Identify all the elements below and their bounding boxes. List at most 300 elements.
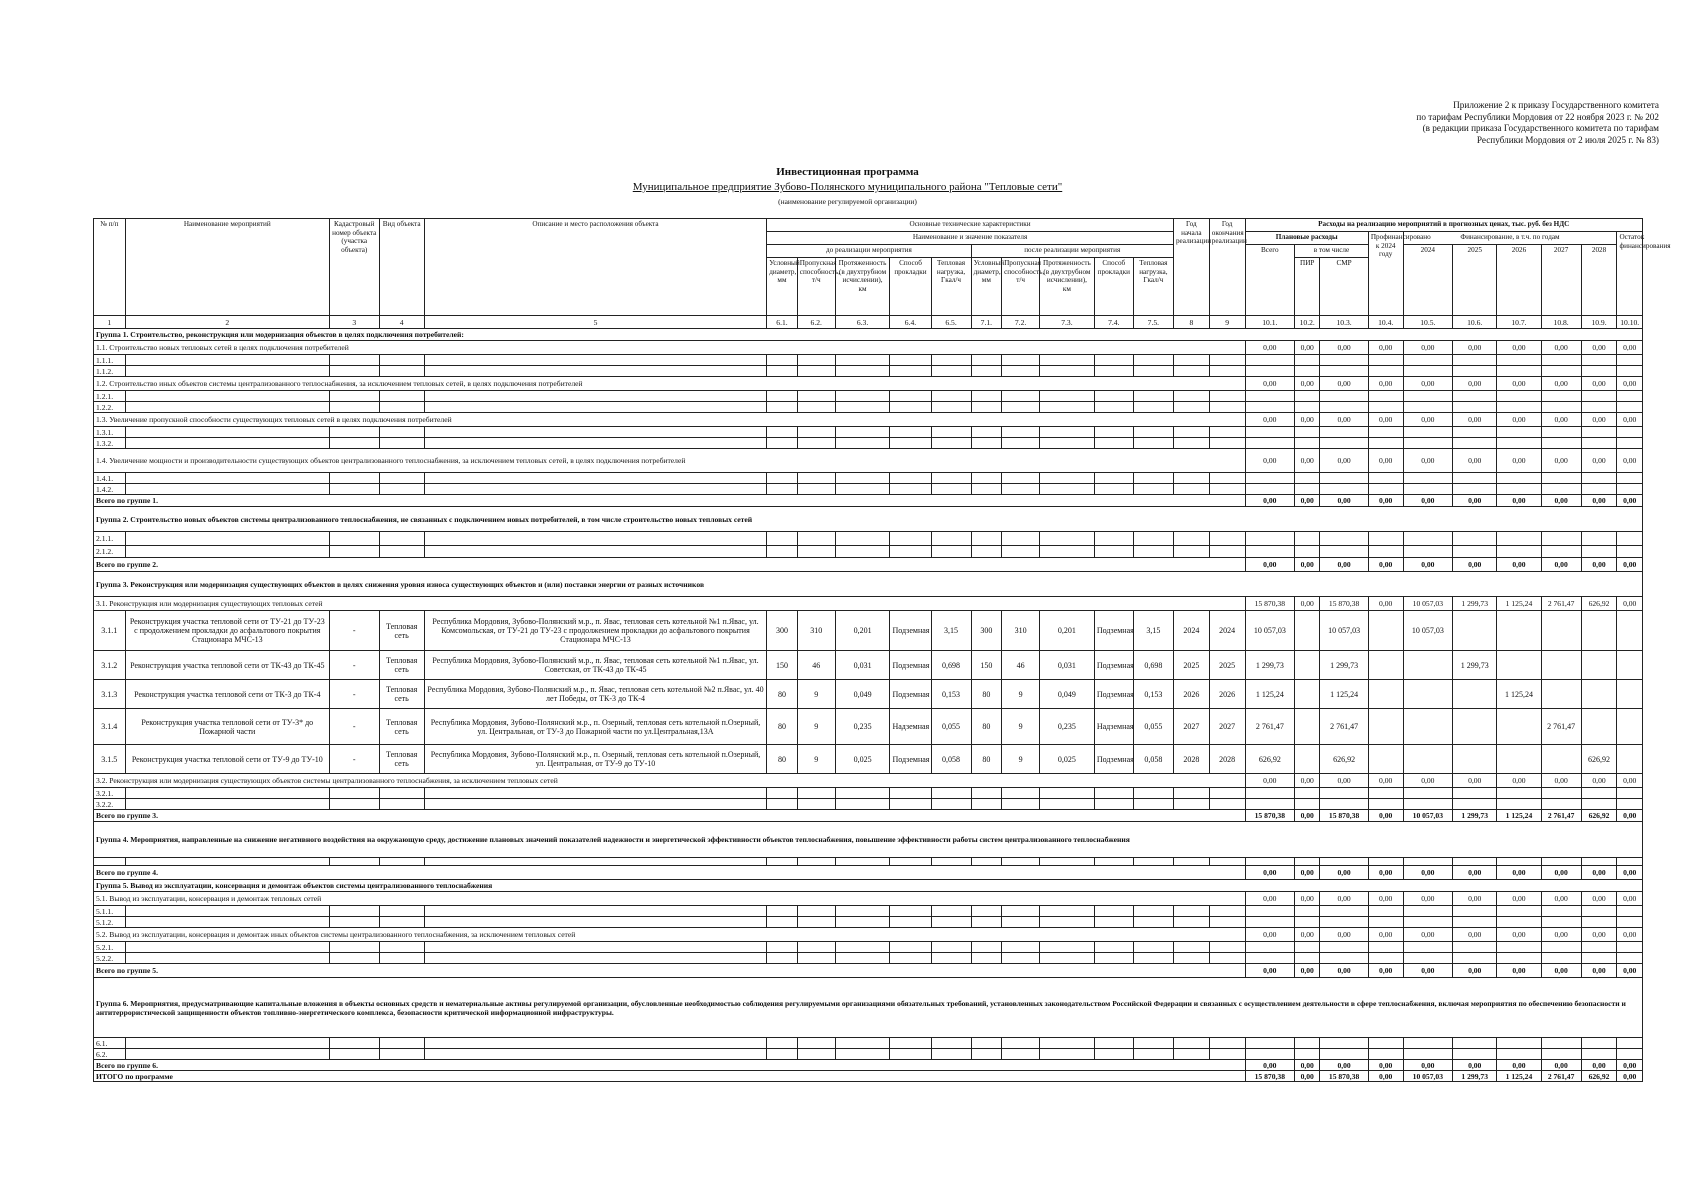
group-total-label: Всего по группе 3.: [94, 810, 1246, 822]
table-cell: [1209, 788, 1245, 799]
column-number: 10.3.: [1320, 316, 1368, 329]
table-cell: [329, 402, 379, 413]
item-p1: Подземная: [890, 651, 931, 680]
cost-cell: [1403, 680, 1453, 709]
table-cell: [1040, 953, 1095, 964]
cost-cell: 0,00: [1617, 866, 1643, 880]
table-cell: [1320, 953, 1368, 964]
table-row: [94, 680, 1643, 709]
header-pir: ПИР: [1295, 258, 1320, 316]
table-cell: [1581, 427, 1617, 438]
table-cell: [329, 942, 379, 953]
table-cell: [1295, 532, 1320, 546]
table-cell: [890, 799, 931, 810]
table-cell: [931, 858, 971, 866]
table-cell: [1497, 484, 1541, 495]
table-row: [94, 858, 1643, 866]
cost-cell: 2 761,47: [1541, 1071, 1581, 1082]
cost-cell: [1581, 709, 1617, 745]
table-cell: [1581, 473, 1617, 484]
table-cell: [890, 942, 931, 953]
table-cell: [931, 355, 971, 366]
cost-cell: 0,00: [1581, 558, 1617, 572]
cost-cell: [1581, 651, 1617, 680]
table-cell: [1403, 906, 1453, 917]
table-cell: [1002, 953, 1040, 964]
table-cell: [1497, 546, 1541, 558]
column-number: 10.2.: [1295, 316, 1320, 329]
table-cell: [890, 1049, 931, 1060]
table-cell: [1497, 917, 1541, 928]
table-cell: [1453, 917, 1497, 928]
table-row: [94, 473, 1643, 484]
cost-cell: [1581, 680, 1617, 709]
table-cell: [890, 355, 931, 366]
group-total-label: Всего по группе 4.: [94, 866, 1246, 880]
item-cadastral: -: [329, 611, 379, 651]
cost-cell: 0,00: [1541, 341, 1581, 355]
table-cell: [1245, 953, 1295, 964]
table-row: [94, 427, 1643, 438]
table-cell: [125, 917, 329, 928]
table-cell: [1094, 906, 1133, 917]
table-cell: [329, 799, 379, 810]
table-row: [94, 329, 1643, 341]
section-title: 1.3. Увеличение пропускной способности существующих тепловых сетей в целях подключения потребителей: [94, 413, 1246, 427]
table-cell: [1320, 1038, 1368, 1049]
table-cell: [1209, 355, 1245, 366]
item-h2: 0,153: [1133, 680, 1173, 709]
cost-cell: 0,00: [1497, 558, 1541, 572]
item-description: Республика Мордовия, Зубово-Полянский м.р., п. Явас, тепловая сеть котельной №1 п.Явас, ул. Советская, от ТК-43 до ТК-45: [424, 651, 766, 680]
header-planned: Плановые расходы: [1245, 232, 1368, 245]
cost-cell: 0,00: [1403, 495, 1453, 507]
table-cell: [1094, 953, 1133, 964]
table-cell: [971, 366, 1002, 377]
table-cell: [1497, 906, 1541, 917]
cost-cell: 2 761,47: [1245, 709, 1295, 745]
table-row: [94, 1038, 1643, 1049]
table-cell: [1209, 917, 1245, 928]
item-l2: 0,025: [1040, 745, 1095, 774]
table-row: [94, 546, 1643, 558]
table-cell: [1002, 438, 1040, 449]
column-number: 7.1.: [971, 316, 1002, 329]
cost-cell: 0,00: [1320, 774, 1368, 788]
table-cell: [1295, 788, 1320, 799]
item-h1: 0,058: [931, 745, 971, 774]
table-cell: [1497, 473, 1541, 484]
table-cell: [1173, 366, 1209, 377]
cost-cell: 0,00: [1617, 810, 1643, 822]
column-number: 7.4.: [1094, 316, 1133, 329]
table-cell: [329, 427, 379, 438]
cost-cell: 0,00: [1368, 377, 1403, 391]
table-cell: [1617, 484, 1643, 495]
table-cell: [1617, 799, 1643, 810]
table-cell: [1453, 484, 1497, 495]
cost-cell: 0,00: [1497, 341, 1541, 355]
table-cell: [1002, 355, 1040, 366]
item-cadastral: -: [329, 651, 379, 680]
cost-cell: 15 870,38: [1320, 1071, 1368, 1082]
table-cell: [1403, 799, 1453, 810]
cost-cell: 0,00: [1453, 495, 1497, 507]
table-cell: [1453, 906, 1497, 917]
order-note: [1329, 100, 1659, 146]
table-cell: [1320, 427, 1368, 438]
table-cell: [379, 484, 424, 495]
cost-cell: 0,00: [1320, 1060, 1368, 1071]
item-ye: 2025: [1209, 651, 1245, 680]
column-number: 6.1.: [767, 316, 798, 329]
cost-cell: 0,00: [1453, 928, 1497, 942]
table-cell: [1094, 1049, 1133, 1060]
table-cell: [329, 355, 379, 366]
table-cell: [1541, 1049, 1581, 1060]
cost-cell: 0,00: [1295, 774, 1320, 788]
table-row: [94, 774, 1643, 788]
table-cell: [1320, 906, 1368, 917]
table-row: [94, 964, 1643, 978]
table-cell: [379, 473, 424, 484]
table-cell: [125, 546, 329, 558]
item-h1: 0,153: [931, 680, 971, 709]
table-cell: [835, 942, 890, 953]
table-cell: [835, 953, 890, 964]
item-c1: 9: [797, 745, 835, 774]
table-cell: [835, 906, 890, 917]
table-cell: [379, 906, 424, 917]
table-cell: [797, 799, 835, 810]
table-cell: [1295, 1038, 1320, 1049]
table-cell: [971, 427, 1002, 438]
table-cell: [424, 953, 766, 964]
cost-cell: 0,00: [1453, 892, 1497, 906]
column-number: 3: [329, 316, 379, 329]
cost-cell: 15 870,38: [1320, 597, 1368, 611]
table-cell: [1581, 953, 1617, 964]
table-cell: [971, 917, 1002, 928]
table-cell: [1209, 532, 1245, 546]
table-cell: [1320, 799, 1368, 810]
cost-cell: [1453, 680, 1497, 709]
cost-cell: 0,00: [1368, 892, 1403, 906]
table-cell: [1295, 546, 1320, 558]
table-cell: [1541, 917, 1581, 928]
table-cell: [1133, 546, 1173, 558]
cost-cell: 0,00: [1541, 892, 1581, 906]
table-cell: [379, 546, 424, 558]
table-cell: [1094, 788, 1133, 799]
table-cell: [1040, 438, 1095, 449]
header-2024: 2024: [1403, 245, 1453, 316]
table-cell: [1245, 484, 1295, 495]
table-cell: [1002, 402, 1040, 413]
table-cell: [1617, 942, 1643, 953]
table-cell: [329, 1049, 379, 1060]
table-row: [94, 484, 1643, 495]
cost-cell: [1403, 745, 1453, 774]
table-cell: [329, 484, 379, 495]
table-cell: [1541, 473, 1581, 484]
table-cell: [1173, 427, 1209, 438]
item-p2: Надземная: [1094, 709, 1133, 745]
cost-cell: 0,00: [1403, 964, 1453, 978]
table-cell: [931, 473, 971, 484]
group-total-label: Всего по группе 6.: [94, 1060, 1246, 1071]
table-cell: [1295, 391, 1320, 402]
header-year-start: Год начала реализации: [1173, 219, 1209, 316]
table-row: [94, 906, 1643, 917]
cost-cell: 0,00: [1617, 413, 1643, 427]
table-cell: [1002, 427, 1040, 438]
table-cell: [1581, 438, 1617, 449]
cost-cell: 0,00: [1320, 495, 1368, 507]
table-cell: [971, 1038, 1002, 1049]
cost-cell: [1368, 745, 1403, 774]
table-cell: [1209, 438, 1245, 449]
table-cell: [1581, 366, 1617, 377]
table-cell: [1368, 906, 1403, 917]
table-cell: [1581, 546, 1617, 558]
table-cell: [1295, 942, 1320, 953]
table-cell: [1245, 355, 1295, 366]
cost-cell: 0,00: [1617, 449, 1643, 473]
table-cell: [890, 906, 931, 917]
table-cell: [1453, 799, 1497, 810]
table-cell: [1133, 355, 1173, 366]
table-cell: [1295, 402, 1320, 413]
table-cell: [1497, 532, 1541, 546]
table-cell: [1403, 366, 1453, 377]
table-row: [94, 611, 1643, 651]
section-title: 3.2. Реконструкция или модернизация существующих объектов системы централизованного теплоснабжения, за исключением тепловых сетей: [94, 774, 1246, 788]
table-cell: [797, 473, 835, 484]
table-cell: [1368, 546, 1403, 558]
table-cell: [797, 917, 835, 928]
table-cell: [424, 546, 766, 558]
cost-cell: 0,00: [1617, 377, 1643, 391]
table-cell: [424, 942, 766, 953]
item-c2: 310: [1002, 611, 1040, 651]
table-cell: [1617, 355, 1643, 366]
table-cell: [890, 391, 931, 402]
group-title: Группа 5. Вывод из эксплуатации, консервация и демонтаж объектов системы централизованного теплоснабжения: [94, 880, 1643, 892]
column-number: 10.6.: [1453, 316, 1497, 329]
table-cell: [971, 788, 1002, 799]
table-cell: [1403, 858, 1453, 866]
cost-cell: 0,00: [1368, 558, 1403, 572]
cost-cell: 0,00: [1617, 495, 1643, 507]
table-cell: [1295, 799, 1320, 810]
group-title: Группа 6. Мероприятия, предусматривающие капитальные вложения в объекты основных средств и нематериальные активы регулируемой организации, обусловленные необходимостью соблюдения регулируемыми организациями обязательных требований, установленных законодательством Российской Федерации и связанных с осуществлением деятельности в сфере теплоснабжения, включая мероприятия по обеспечению безопасности и антитеррористической защищенности объектов топливно-энергетического комплекса, безопасности критической информационной инфраструктуры.: [94, 978, 1643, 1038]
cost-cell: 0,00: [1581, 1060, 1617, 1071]
table-cell: [1320, 858, 1368, 866]
item-number: 3.1.2: [94, 651, 126, 680]
table-cell: [1368, 858, 1403, 866]
table-cell: [1094, 427, 1133, 438]
table-cell: [329, 906, 379, 917]
table-cell: [835, 473, 890, 484]
cost-cell: [1453, 611, 1497, 651]
item-name: Реконструкция участка тепловой сети от ТК-43 до ТК-45: [125, 651, 329, 680]
cost-cell: 0,00: [1245, 558, 1295, 572]
table-cell: [1368, 942, 1403, 953]
table-cell: [1040, 788, 1095, 799]
table-cell: [1002, 546, 1040, 558]
order-note-line: Республики Мордовия от 2 июля 2025 г. № 83): [1476, 134, 1659, 145]
column-number: 10.1.: [1245, 316, 1295, 329]
table-cell: [1173, 942, 1209, 953]
item-p2: Подземная: [1094, 745, 1133, 774]
column-number: 7.2.: [1002, 316, 1040, 329]
cost-cell: 0,00: [1581, 341, 1617, 355]
table-cell: [1453, 402, 1497, 413]
table-cell: [890, 473, 931, 484]
table-cell: [1320, 484, 1368, 495]
table-cell: [931, 799, 971, 810]
section-title: 5.2. Вывод из эксплуатации, консервация и демонтаж иных объектов системы централизованного теплоснабжения, за исключением тепловых сетей: [94, 928, 1246, 942]
column-number: 10.8.: [1541, 316, 1581, 329]
table-cell: [890, 953, 931, 964]
table-cell: [1245, 858, 1295, 866]
table-cell: [125, 473, 329, 484]
table-cell: [797, 1038, 835, 1049]
table-cell: [1368, 402, 1403, 413]
table-cell: [1581, 484, 1617, 495]
table-cell: [1403, 438, 1453, 449]
item-h2: 0,058: [1133, 745, 1173, 774]
table-row: [94, 978, 1643, 1038]
group-title: Группа 4. Мероприятия, направленные на снижение негативного воздействия на окружающую среду, достижение плановых значений показателей надежности и энергетической эффективности объектов теплоснабжения, повышение эффективности работы систем централизованного теплоснабжения: [94, 822, 1643, 858]
table-cell: [1094, 402, 1133, 413]
table-cell: [797, 942, 835, 953]
table-cell: [1209, 942, 1245, 953]
cost-cell: 0,00: [1541, 377, 1581, 391]
cost-cell: [1497, 611, 1541, 651]
table-cell: [971, 438, 1002, 449]
header-load: Тепловая нагрузка, Гкал/ч: [931, 258, 971, 316]
header-smr: СМР: [1320, 258, 1368, 316]
table-cell: [1453, 438, 1497, 449]
table-cell: [424, 484, 766, 495]
cost-cell: 0,00: [1497, 413, 1541, 427]
column-number: 6.3.: [835, 316, 890, 329]
table-cell: [1209, 858, 1245, 866]
cost-cell: 0,00: [1453, 449, 1497, 473]
table-cell: [1320, 473, 1368, 484]
item-d1: 300: [767, 611, 798, 651]
header-cadastral: Кадастровый номер объекта (участка объекта): [329, 219, 379, 316]
cost-cell: 0,00: [1453, 1060, 1497, 1071]
table-cell: [890, 402, 931, 413]
section-title: 1.4. Увеличение мощности и производительности существующих объектов централизованного теплоснабжения, за исключением тепловых сетей, в целях подключения потребителей: [94, 449, 1246, 473]
header-including: в том числе: [1295, 245, 1369, 258]
table-cell: [931, 546, 971, 558]
item-p1: Надземная: [890, 709, 931, 745]
cost-cell: 1 299,73: [1453, 651, 1497, 680]
item-description: Республика Мордовия, Зубово-Полянский м.р., п. Явас, тепловая сеть котельной №1 п.Явас, ул. Комсомольская, от ТУ-21 до ТУ-23 с продолжением прокладки до асфальтового покрытия Стационара МЧС-13: [424, 611, 766, 651]
table-cell: [1295, 484, 1320, 495]
cost-cell: 0,00: [1497, 964, 1541, 978]
table-cell: [767, 1049, 798, 1060]
table-cell: [1453, 532, 1497, 546]
table-row: [94, 810, 1643, 822]
table-cell: [971, 906, 1002, 917]
table-cell: [767, 355, 798, 366]
table-row: [94, 953, 1643, 964]
table-cell: [329, 366, 379, 377]
cost-cell: 0,00: [1245, 774, 1295, 788]
row-number: 1.2.1.: [94, 391, 126, 402]
table-cell: [1541, 427, 1581, 438]
table-cell: [1094, 546, 1133, 558]
table-cell: [1295, 917, 1320, 928]
table-cell: [1617, 391, 1643, 402]
table-cell: [1617, 546, 1643, 558]
section-title: 1.1. Строительство новых тепловых сетей в целях подключения потребителей: [94, 341, 1246, 355]
item-p1: Подземная: [890, 680, 931, 709]
table-cell: [379, 953, 424, 964]
table-row: [94, 788, 1643, 799]
cost-cell: 1 125,24: [1497, 1071, 1541, 1082]
table-cell: [1133, 917, 1173, 928]
table-cell: [1368, 473, 1403, 484]
table-cell: [1040, 391, 1095, 402]
table-cell: [1320, 788, 1368, 799]
row-number: 3.2.1.: [94, 788, 126, 799]
table-cell: [1581, 391, 1617, 402]
table-cell: [971, 532, 1002, 546]
table-cell: [1497, 942, 1541, 953]
table-cell: [1497, 1049, 1541, 1060]
cost-cell: [1368, 651, 1403, 680]
table-cell: [1368, 788, 1403, 799]
table-cell: [797, 1049, 835, 1060]
table-cell: [1133, 402, 1173, 413]
table-cell: [1295, 355, 1320, 366]
item-d2: 300: [971, 611, 1002, 651]
cost-cell: 0,00: [1368, 495, 1403, 507]
table-row: [94, 391, 1643, 402]
table-cell: [767, 473, 798, 484]
table-cell: [1541, 438, 1581, 449]
table-cell: [1173, 1038, 1209, 1049]
table-cell: [1541, 366, 1581, 377]
row-number: 3.2.2.: [94, 799, 126, 810]
table-cell: [1617, 906, 1643, 917]
table-cell: [1133, 799, 1173, 810]
table-cell: [1617, 953, 1643, 964]
item-p1: Подземная: [890, 745, 931, 774]
table-cell: [835, 858, 890, 866]
item-d1: 80: [767, 709, 798, 745]
cost-cell: 1 125,24: [1497, 597, 1541, 611]
cost-cell: 0,00: [1368, 866, 1403, 880]
table-cell: [1295, 427, 1320, 438]
table-cell: [797, 858, 835, 866]
table-cell: [1368, 427, 1403, 438]
cost-cell: 15 870,38: [1245, 1071, 1295, 1082]
table-cell: [1002, 906, 1040, 917]
table-cell: [1245, 438, 1295, 449]
column-number: 10.7.: [1497, 316, 1541, 329]
header-laying: Способ прокладки: [1094, 258, 1133, 316]
cost-cell: [1581, 611, 1617, 651]
table-cell: [1245, 366, 1295, 377]
cost-cell: 0,00: [1368, 449, 1403, 473]
